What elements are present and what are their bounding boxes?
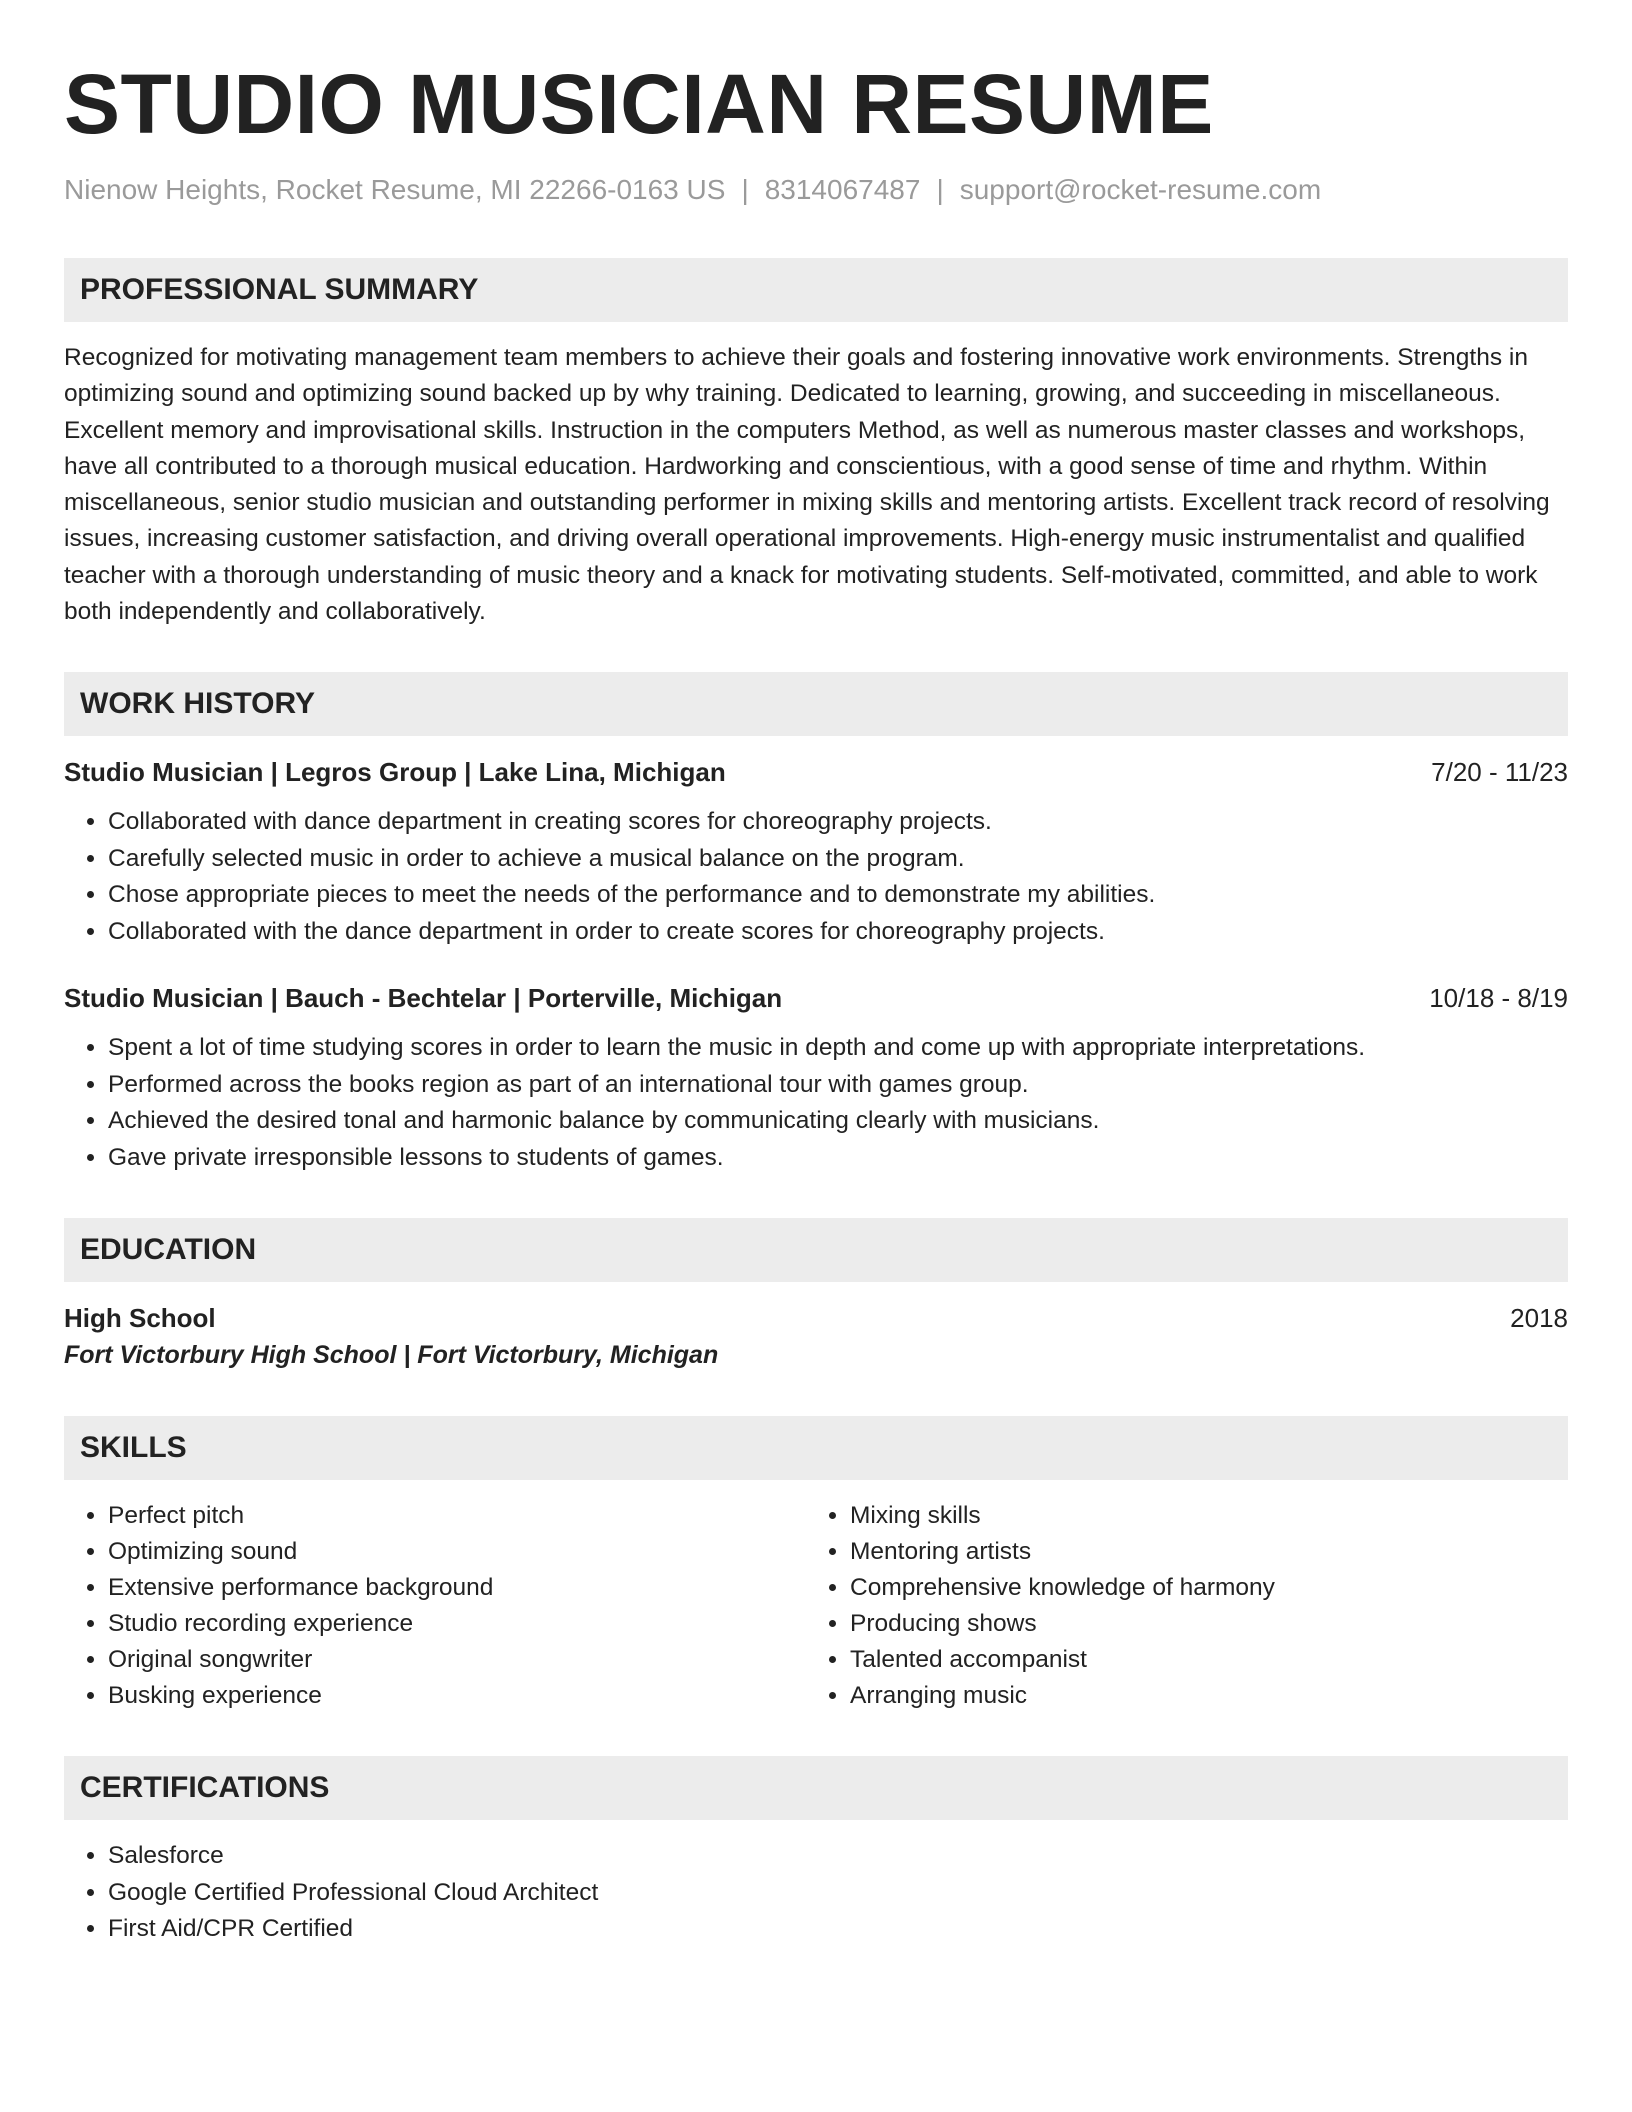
job-bullet: • Gave private irresponsible lessons to students of games. <box>108 1140 1568 1177</box>
certification-item: • Google Certified Professional Cloud Architect <box>108 1875 1568 1912</box>
job-title: Studio Musician | Bauch - Bechtelar | Porterville, Michigan <box>64 983 783 1014</box>
job-bullet: • Performed across the books region as part of an international tour with games group. <box>108 1067 1568 1104</box>
contact-address: Nienow Heights, Rocket Resume, MI 22266-0163 US <box>64 174 726 205</box>
education-year: 2018 <box>1510 1303 1568 1334</box>
certifications-list <box>64 1838 1568 1948</box>
job-bullet: • Achieved the desired tonal and harmonic balance by communicating clearly with musicians. <box>108 1103 1568 1140</box>
skills-left-column <box>64 1498 806 1714</box>
section-header-skills: SKILLS <box>64 1416 1568 1480</box>
job-header <box>64 980 1568 1016</box>
job-title: Studio Musician | Legros Group | Lake Lina, Michigan <box>64 757 726 788</box>
skill-item: • Busking experience <box>108 1678 806 1714</box>
skill-item: • Extensive performance background <box>108 1570 806 1606</box>
job-bullets <box>64 1030 1568 1176</box>
skill-item: • Talented accompanist <box>850 1642 1548 1678</box>
section-header-work-history: WORK HISTORY <box>64 672 1568 736</box>
contact-email: support@rocket-resume.com <box>959 174 1322 205</box>
summary-text: Recognized for motivating management team members to achieve their goals and fostering innovative work environments. Strengths in optimizing sound and optimizing sound backed up by why training. Dedicated to learning, growing, and succeeding in miscellaneous. Excellent memory and improvisational skills. Instruction in the computers Method, as well as numerous master classes and workshops, have all contributed to a thorough musical education. Hardworking and conscientious, with a good sense of time and rhythm. Within miscellaneous, senior studio musician and outstanding performer in mixing skills and mentoring artists. Excellent track record of resolving issues, increasing customer satisfaction, and driving overall operational improvements. High-energy music instrumentalist and qualified teacher with a thorough understanding of music theory and a knack for motivating students. Self-motivated, committed, and able to work both independently and collaboratively. <box>64 344 1550 626</box>
skill-item: • Producing shows <box>850 1606 1548 1642</box>
skill-item: • Optimizing sound <box>108 1534 806 1570</box>
skills-columns <box>64 1498 1568 1714</box>
education-school: Fort Victorbury High School | Fort Victorbury, Michigan <box>64 1341 719 1370</box>
education-entry <box>64 1300 1568 1374</box>
section-header-summary: PROFESSIONAL SUMMARY <box>64 258 1568 322</box>
skill-item: • Mentoring artists <box>850 1534 1548 1570</box>
skill-item: • Mixing skills <box>850 1498 1548 1534</box>
skill-item: • Arranging music <box>850 1678 1548 1714</box>
contact-line <box>64 172 1568 208</box>
job-bullet: • Spent a lot of time studying scores in order to learn the music in depth and come up with appropriate interpretations. <box>108 1030 1568 1067</box>
resume-page <box>64 56 1568 1948</box>
section-header-education: EDUCATION <box>64 1218 1568 1282</box>
contact-phone: 8314067487 <box>764 174 921 205</box>
skills-right-column <box>806 1498 1548 1714</box>
skill-item: • Comprehensive knowledge of harmony <box>850 1570 1548 1606</box>
job-header <box>64 754 1568 790</box>
job-bullets <box>64 804 1568 950</box>
skill-item: • Original songwriter <box>108 1642 806 1678</box>
contact-separator: | <box>936 174 944 205</box>
job-dates: 10/18 - 8/19 <box>1429 983 1568 1014</box>
job-bullet: • Collaborated with the dance department in order to create scores for choreography projects. <box>108 914 1568 951</box>
job-bullet: • Collaborated with dance department in creating scores for choreography projects. <box>108 804 1568 841</box>
skill-item: • Perfect pitch <box>108 1498 806 1534</box>
job-bullet: • Carefully selected music in order to achieve a musical balance on the program. <box>108 841 1568 878</box>
skill-item: • Studio recording experience <box>108 1606 806 1642</box>
certification-item: • First Aid/CPR Certified <box>108 1911 1568 1948</box>
education-header <box>64 1300 1568 1336</box>
resume-title: STUDIO MUSICIAN RESUME <box>64 57 1214 151</box>
job-dates: 7/20 - 11/23 <box>1431 757 1568 788</box>
section-header-certifications: CERTIFICATIONS <box>64 1756 1568 1820</box>
job-entry <box>64 980 1568 1176</box>
job-bullet: • Chose appropriate pieces to meet the needs of the performance and to demonstrate my abilities. <box>108 877 1568 914</box>
certification-item: • Salesforce <box>108 1838 1568 1875</box>
job-entry <box>64 754 1568 950</box>
education-degree: High School <box>64 1303 216 1334</box>
contact-separator: | <box>741 174 749 205</box>
